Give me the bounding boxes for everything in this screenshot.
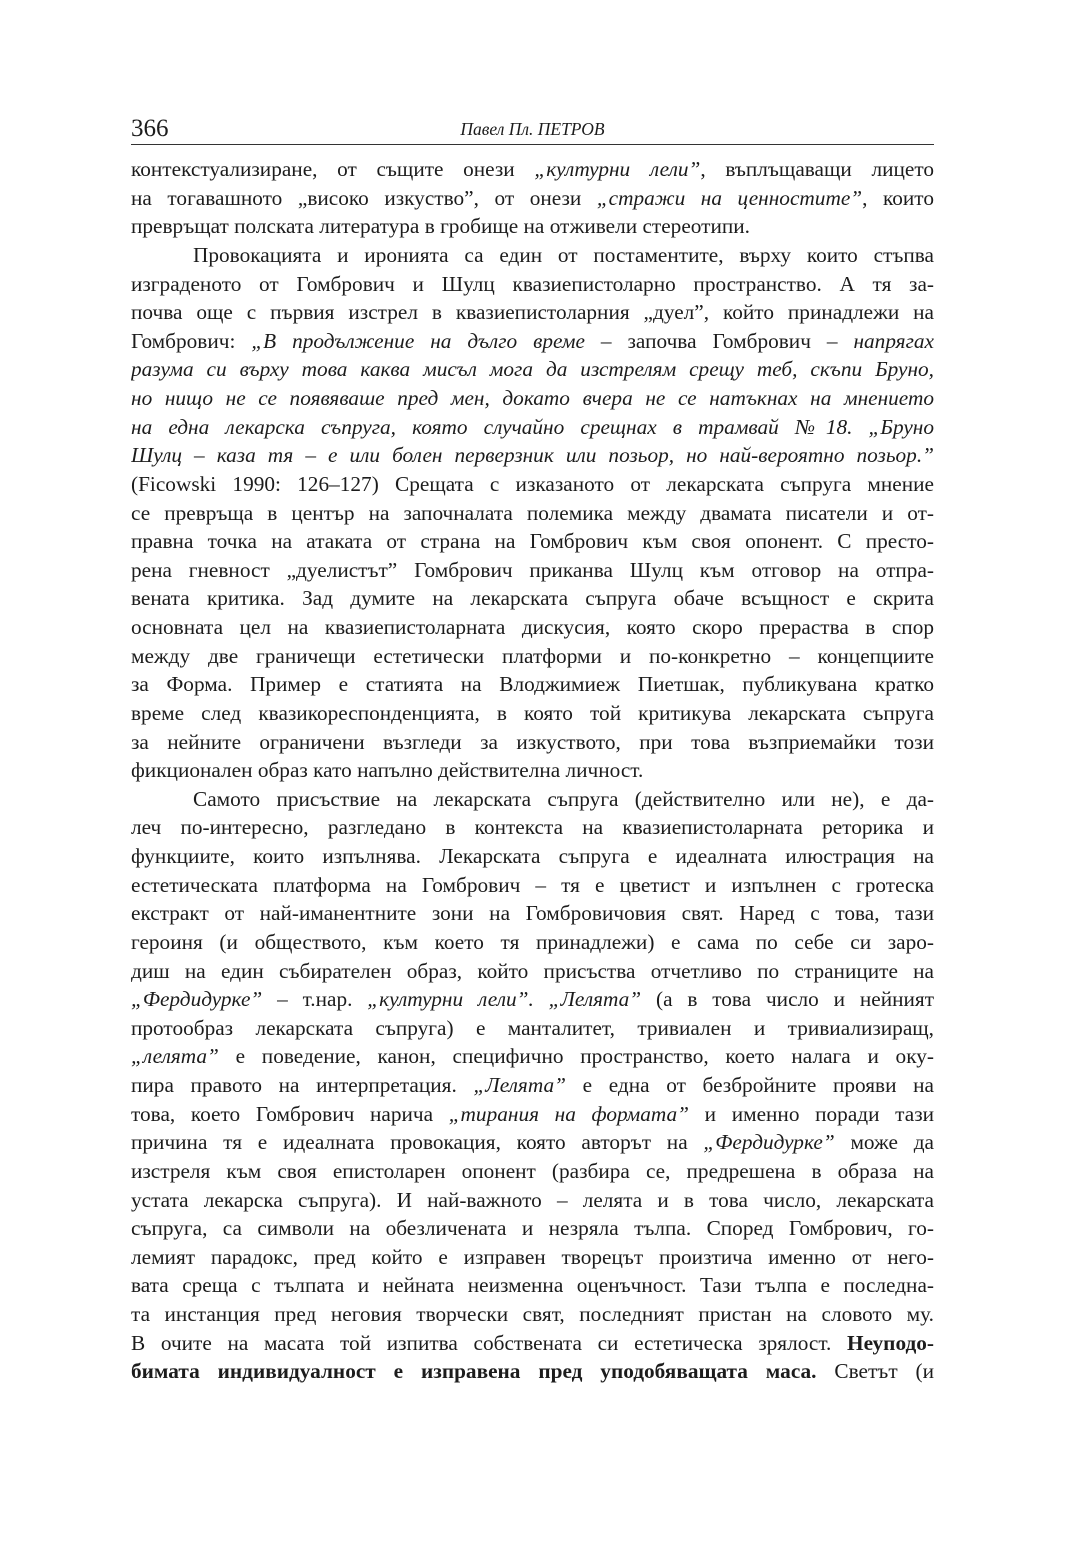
text-segment: основната цел на квазиепистоларната дискусия, която скоро прераства в спор (131, 615, 934, 639)
text-line (131, 1042, 934, 1071)
text-line (131, 985, 934, 1014)
text-line (131, 184, 934, 213)
text-line (131, 270, 934, 299)
bold-text: Неуподо- (847, 1330, 934, 1355)
text-segment: това, което Гомбрович нарича (131, 1101, 449, 1126)
text-line (131, 756, 934, 785)
paragraph-first-line (131, 785, 934, 814)
text-segment: – т.нар. (262, 987, 368, 1012)
text-line (131, 957, 934, 986)
text-segment: функциите, които изпълнява. Лекарската съпруга е идеалната илюстрация на (131, 844, 934, 868)
text-segment: е поведение, канон, специфично пространство, което налага и оку- (218, 1044, 934, 1069)
text-line (131, 1157, 934, 1186)
text-line (131, 670, 934, 699)
text-line (131, 728, 934, 757)
italic-text: разума си върху това каква мисъл мога да изстрелям срещу теб, скъпи Бруно, (131, 357, 934, 382)
text-line (131, 1271, 934, 1300)
text-line (131, 1329, 934, 1358)
text-segment: пира правото на интерпретация. (131, 1073, 474, 1097)
text-segment: се превръща в център на започналата полемика между двамата писатели и от- (131, 500, 934, 525)
text-segment: превръщат полската литература в гробище на отживели стереотипи. (131, 214, 750, 239)
text-line (131, 871, 934, 900)
text-line (131, 1357, 934, 1386)
text-line (131, 842, 934, 871)
text-segment: изграденото от Гомбрович и Шулц квазиепистоларно пространство. А тя за- (131, 271, 934, 296)
italic-text: „лелята” (131, 1044, 219, 1069)
text-line (131, 813, 934, 842)
italic-text: Шулц – каза тя – е или болен перверзник или позьор, но най-вероятно позьор.” (131, 443, 934, 468)
text-segment: В очите на масата той изпитва собствената си естетическа зрялост. (131, 1330, 848, 1355)
text-segment: Самото присъствие на лекарската съпруга (действително или не), е да- (193, 786, 934, 811)
text-line (131, 212, 934, 241)
text-segment: , въплъщаващи лицето (700, 157, 934, 181)
text-segment: рена гневност „дуелистът” Гомбрович приканва Шулц към отговор на отпра- (131, 557, 934, 582)
text-segment: естетическата платформа на Гомбрович – тя е цветист и изпълнен с гротеска (131, 872, 934, 897)
text-segment: (Ficowski 1990: 126–127) Срещата с изказаното от лекарската съпруга мнение (131, 471, 934, 496)
italic-text: „културни лели”. „Лелята” (367, 987, 642, 1012)
text-segment: е една от безбройните прояви на (565, 1073, 934, 1097)
text-segment: за Форма. Пример е статията на Влоджимиеж Пиетшак, публикувана кратко (131, 672, 934, 697)
running-title: Павел Пл. ПЕТРОВ (460, 119, 605, 139)
italic-text: но нищо не се появяваше пред мен, докато вчера не се натъкнах на мнението (131, 386, 934, 410)
italic-text: „тирания на формата” (448, 1101, 689, 1126)
text-line (131, 642, 934, 671)
text-segment: между две граничещи естетически платформи и по-конкретно – концепциите (131, 643, 934, 668)
text-segment: вата среща с тълпата и нейната неизменна оценъчност. Тази тълпа е последна- (131, 1273, 934, 1298)
text-segment: Светът (и (816, 1359, 934, 1384)
italic-text: „Фердидурке” (131, 987, 263, 1012)
text-line (131, 1014, 934, 1043)
text-line (131, 355, 934, 384)
italic-text: на една лекарска съпруга, която случайно срещнах в трамвай №18. „Бруно (131, 414, 934, 439)
text-line (131, 499, 934, 528)
text-line (131, 441, 934, 470)
text-segment: и именно поради тази (688, 1101, 934, 1126)
text-segment: за нейните ограничени възгледи за изкуството, при това възприемайки този (131, 729, 934, 754)
text-segment: диш на един събирателен образ, който присъства отчетливо по страниците на (131, 958, 934, 983)
text-segment: правна точка на атаката от страна на Гомбрович към своя опонент. С престо- (131, 529, 934, 554)
text-segment: причина тя е идеалната провокация, която авторът на (131, 1130, 704, 1155)
text-segment: контекстуализиране, от същите онези (131, 157, 535, 181)
italic-text: напрягах (853, 328, 934, 353)
text-segment: изстреля към своя епистоларен опонент (разбира се, предрешена в образа на (131, 1158, 934, 1183)
text-line (131, 384, 934, 413)
text-line (131, 1300, 934, 1329)
page-header (131, 114, 934, 145)
italic-text: „стражи на ценностите” (596, 185, 863, 210)
body-text (131, 155, 934, 1386)
text-line (131, 470, 934, 499)
text-segment: героиня (и обществото, към което тя принадлежи) е сама по себе си заро- (131, 929, 934, 954)
text-segment: почва още с първия изстрел в квазиепистоларния „дуел”, който принадлежи на (131, 300, 934, 325)
text-line (131, 613, 934, 642)
text-line (131, 327, 934, 356)
page-number: 366 (131, 115, 169, 142)
text-line (131, 584, 934, 613)
text-line (131, 556, 934, 585)
text-segment: устата лекарска съпруга). И най-важното – лелята и в това число, лекарската (131, 1187, 934, 1212)
bold-text: бимата индивидуалност е изправена пред уподобяващата маса. (131, 1359, 817, 1384)
text-line (131, 413, 934, 442)
text-line (131, 699, 934, 728)
text-segment: та инстанция пред неговия творчески свят, последният пристан на словото му. (131, 1302, 934, 1326)
text-segment: леч по-интересно, разгледано в контекста на квазиепистоларната реторика и (131, 815, 934, 840)
text-segment: – започва Гомбрович – (584, 328, 854, 353)
text-segment: Гомбрович: (131, 328, 252, 353)
text-segment: фикционален образ като напълно действителна личност. (131, 758, 644, 783)
text-segment: Провокацията и иронията са един от постаментите, върху които стъпва (193, 242, 934, 267)
text-line (131, 527, 934, 556)
text-segment: лемият парадокс, пред който е изправен творецът произтича именно от него- (131, 1244, 934, 1269)
text-segment: протообраз лекарската съпруга) е манталитет, тривиален и тривиализиращ, (131, 1015, 934, 1040)
text-line (131, 899, 934, 928)
text-line (131, 1071, 934, 1100)
text-line (131, 1100, 934, 1129)
text-line (131, 155, 934, 184)
text-segment: (а в това число и нейният (641, 987, 934, 1012)
text-segment: вената критика. Зад думите на лекарската съпруга обаче всъщност е скрита (131, 586, 934, 611)
text-line (131, 1128, 934, 1157)
text-segment: съпруга, са символи на обезличената и незряла тълпа. Според Гомбрович, го- (131, 1216, 934, 1241)
italic-text: „културни лели” (534, 157, 701, 181)
text-line (131, 928, 934, 957)
text-line (131, 1214, 934, 1243)
text-line (131, 1243, 934, 1272)
italic-text: „Фердидурке” (703, 1130, 835, 1155)
italic-text: „В продължение на дълго време (251, 328, 585, 353)
text-segment: време след квазикореспонденцията, в която той критикува лекарската съпруга (131, 700, 934, 725)
text-line (131, 298, 934, 327)
text-segment: екстракт от най-иманентните зони на Гомбровичовия свят. Наред с това, тази (131, 901, 934, 926)
text-line (131, 1186, 934, 1215)
text-segment: , които (862, 185, 934, 210)
paragraph-first-line (131, 241, 934, 270)
text-segment: може да (834, 1130, 934, 1155)
text-segment: на тогавашното „високо изкуство”, от онези (131, 185, 597, 210)
italic-text: „Лелята” (473, 1073, 566, 1097)
